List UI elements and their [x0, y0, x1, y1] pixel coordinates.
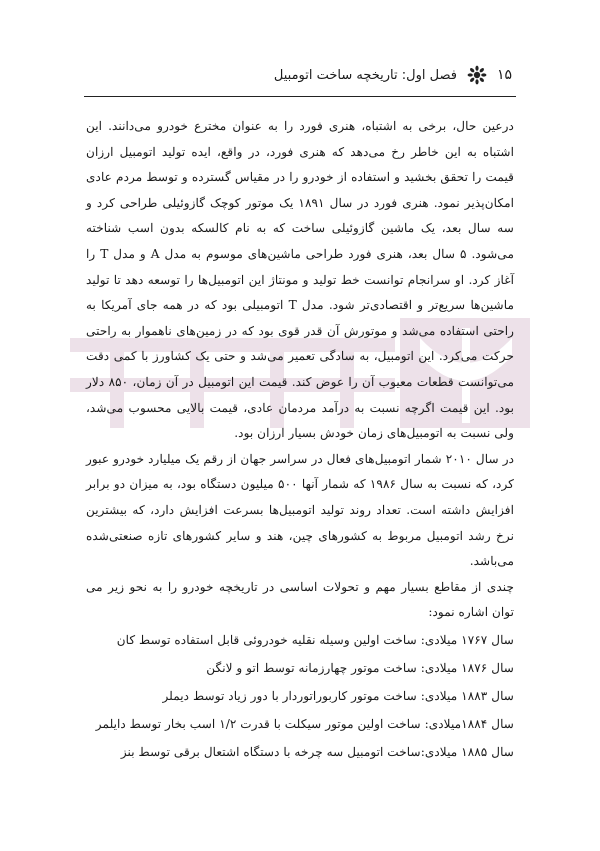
timeline-item: سال ۱۸۸۵ میلادی:ساخت اتومبیل سه چرخه با دستگاه اشتعال برقی توسط بنز	[120, 744, 514, 759]
body-text	[86, 114, 514, 766]
timeline-item: سال ۱۷۶۷ میلادی: ساخت اولین وسیله نقلیه خودروئی قابل استفاده توسط کان	[116, 632, 514, 647]
page-number: ۱۵	[496, 67, 512, 83]
paragraph: چندی از مقاطع بسیار مهم و تحولات اساسی در تاریخچه خودرو را به نحو زیر می توان اشاره نمود:	[86, 579, 514, 620]
timeline-item: سال ۱۸۸۴میلادی: ساخت اولین موتور سیکلت با قدرت ۱/۲ اسب بخار توسط دایلمر	[95, 716, 514, 731]
timeline-item: سال ۱۸۷۶ میلادی: ساخت موتور چهارزمانه توسط اتو و لانگن	[206, 660, 514, 675]
header-rule	[84, 96, 516, 97]
running-header	[88, 64, 512, 86]
rosette-ornament-icon	[467, 65, 487, 85]
chapter-title: فصل اول: تاریخچه ساخت اتومبیل	[273, 67, 457, 83]
paragraph: درعین حال، برخی به اشتباه، هنری فورد را به عنوان مخترع خودرو می‌دانند. این اشتباه به این خاطر رخ می‌دهد که هنری فورد، در واقع، ایده تولید اتومبیل ارزان قیمت را تحقق بخشید و استفاده از خودرو را در مقیاس گسترده و توسط مردم عادی امکان‌پذیر نمود. هنری فورد در سال ۱۸۹۱ یک موتور کوچک گازوئیلی طراحی کرد و سه سال بعد، یک ماشین گازوئیلی ساخت که به نام کالسکه بدون اسب شناخته می‌شود. ۵ سال بعد، هنری فورد طراحی ماشین‌های موسوم به مدل A و مدل T را آغاز کرد. او سرانجام توانست خط تولید و مونتاژ این اتومبیل‌ها را توسعه دهد تا تولید ماشین‌ها سریع‌تر و اقتصادی‌تر شود. مدل T اتومبیلی بود که در همه جای آمریکا به راحتی استفاده می‌شد و موتورش آن قدر قوی بود که در زمین‌های ناهموار به راحتی حرکت می‌کرد. این اتومبیل، به سادگی تعمیر می‌شد و حتی یک کشاورز با کمی دقت می‌توانست قطعات معیوب آن را عوض کند. قیمت این اتومبیل در آن زمان، ۸۵۰ دلار بود. این قیمت اگرچه نسبت به درآمد مردمان عادی، قیمت بالایی محسوب می‌شد، ولی نسبت به اتومبیل‌های زمان خودش بسیار ارزان بود.	[86, 119, 515, 441]
paragraph: در سال ۲۰۱۰ شمار اتومبیل‌های فعال در سراسر جهان از رقم یک میلیارد خودرو عبور کرد، که نسبت به سال ۱۹۸۶ که شمار آنها ۵۰۰ میلیون دستگاه بود، به میزان دو برابر افزایش داشته است. تعداد روند تولید اتومبیل‌ها بسرعت افزایش دارد، که بیشترین نرخ رشد اتومبیل مربوط به کشورهای چین، هند و سایر کشورهای تازه صنعتی‌شده می‌باشد.	[86, 451, 515, 569]
timeline-item: سال ۱۸۸۳ میلادی: ساخت موتور کاربوراتوردار با دور زیاد توسط دیملر	[162, 688, 514, 703]
